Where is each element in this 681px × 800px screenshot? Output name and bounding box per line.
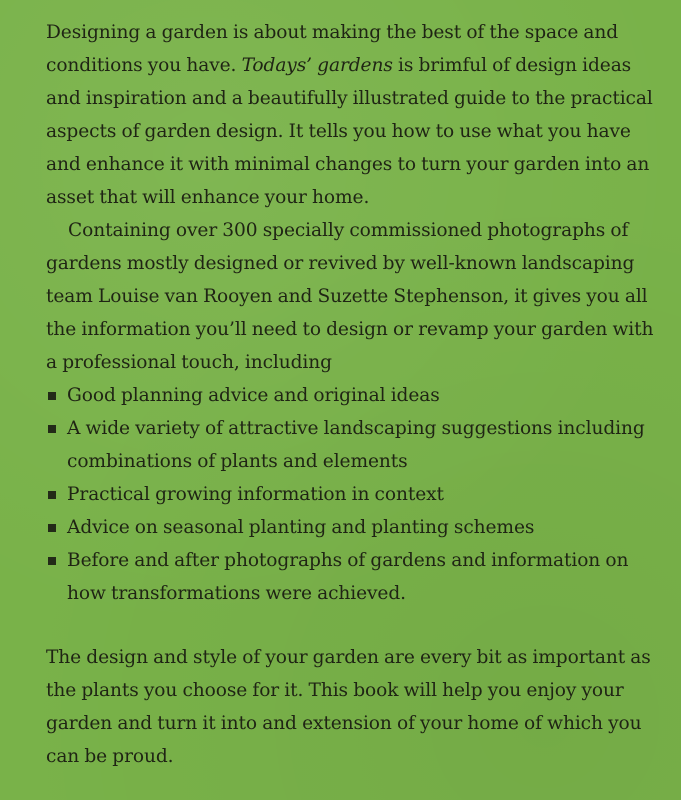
- list-item: [46, 412, 659, 478]
- list-item-text: A wide variety of attractive landscaping suggestions including combinations of plants and elements: [67, 418, 645, 472]
- square-bullet-icon: [48, 557, 56, 565]
- closing-paragraph: The design and style of your garden are every bit as important as the plants you choose for it. This book will help you enjoy your garden and turn it into and extension of your home of which you can be proud.: [46, 647, 651, 767]
- square-bullet-icon: [48, 425, 56, 433]
- book-title: Todays’ gardens: [241, 55, 393, 76]
- square-bullet-icon: [48, 392, 56, 400]
- square-bullet-icon: [48, 491, 56, 499]
- list-item: [46, 478, 659, 511]
- square-bullet-icon: [48, 524, 56, 532]
- feature-list: [46, 379, 659, 610]
- contents-paragraph: Containing over 300 specially commissioned photographs of gardens mostly designed or revived by well-known landscaping team Louise van Rooyen and Suzette Stephenson, it gives you all the information you’ll need to design or revamp your garden with a professional touch, including: [46, 220, 654, 373]
- intro-text-start: Designing a garden is about making the best of the space and conditions you have.: [46, 22, 619, 76]
- list-item-text: Advice on seasonal planting and planting schemes: [67, 517, 535, 538]
- list-item: [46, 379, 659, 412]
- list-item-text: Good planning advice and original ideas: [67, 385, 440, 406]
- list-item: [46, 511, 659, 544]
- list-item: [46, 544, 659, 610]
- intro-paragraph: [46, 16, 659, 214]
- list-item-text: Before and after photographs of gardens and information on how transformations were achieved.: [67, 550, 629, 604]
- intro-text-end: is brimful of design ideas and inspiration and a beautifully illustrated guide to the practical aspects of garden design. It tells you how to use what you have and enhance it with minimal changes to turn your garden into an asset that will enhance your home.: [46, 55, 653, 208]
- list-item-text: Practical growing information in context: [67, 484, 444, 505]
